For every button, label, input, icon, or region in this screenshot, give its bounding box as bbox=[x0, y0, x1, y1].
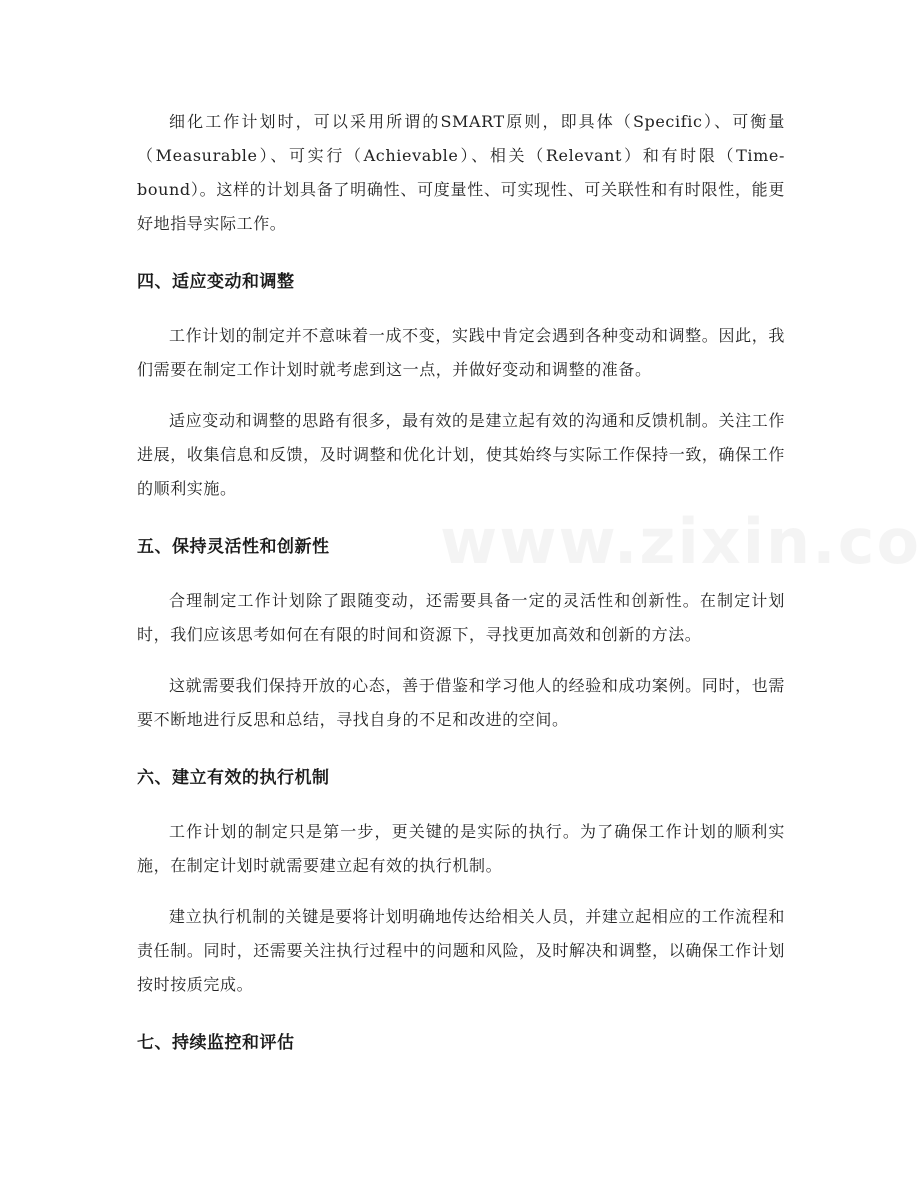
section-heading-7: 七、持续监控和评估 bbox=[137, 1033, 295, 1053]
paragraph-flexibility-2: 这就需要我们保持开放的心态，善于借鉴和学习他人的经验和成功案例。同时，也需要不断地进行反思和总结，寻找自身的不足和改进的空间。 bbox=[137, 676, 785, 729]
section-heading-5: 五、保持灵活性和创新性 bbox=[137, 537, 330, 557]
section-heading-6: 六、建立有效的执行机制 bbox=[137, 768, 330, 788]
paragraph-adapt-changes-2: 适应变动和调整的思路有很多，最有效的是建立起有效的沟通和反馈机制。关注工作进展，收集信息和反馈，及时调整和优化计划，使其始终与实际工作保持一致，确保工作的顺利实施。 bbox=[137, 411, 785, 498]
paragraph-smart-principle: 细化工作计划时，可以采用所谓的SMART原则，即具体（Specific）、可衡量（Measurable）、可实行（Achievable）、相关（Relevant）和有时限（Time-bound）。这样的计划具备了明确性、可度量性、可实现性、可关联性和有时限性，能更好地指导实际工作。 bbox=[137, 112, 785, 233]
paragraph-adapt-changes-1: 工作计划的制定并不意味着一成不变，实践中肯定会遇到各种变动和调整。因此，我们需要在制定工作计划时就考虑到这一点，并做好变动和调整的准备。 bbox=[137, 326, 785, 379]
paragraph-execution-2: 建立执行机制的关键是要将计划明确地传达给相关人员，并建立起相应的工作流程和责任制。同时，还需要关注执行过程中的问题和风险，及时解决和调整，以确保工作计划按时按质完成。 bbox=[137, 907, 785, 994]
document-body bbox=[137, 105, 785, 1060]
paragraph-execution-1: 工作计划的制定只是第一步，更关键的是实际的执行。为了确保工作计划的顺利实施，在制定计划时就需要建立起有效的执行机制。 bbox=[137, 822, 785, 875]
paragraph-flexibility-1: 合理制定工作计划除了跟随变动，还需要具备一定的灵活性和创新性。在制定计划时，我们应该思考如何在有限的时间和资源下，寻找更加高效和创新的方法。 bbox=[137, 591, 785, 644]
section-heading-4: 四、适应变动和调整 bbox=[137, 272, 295, 292]
